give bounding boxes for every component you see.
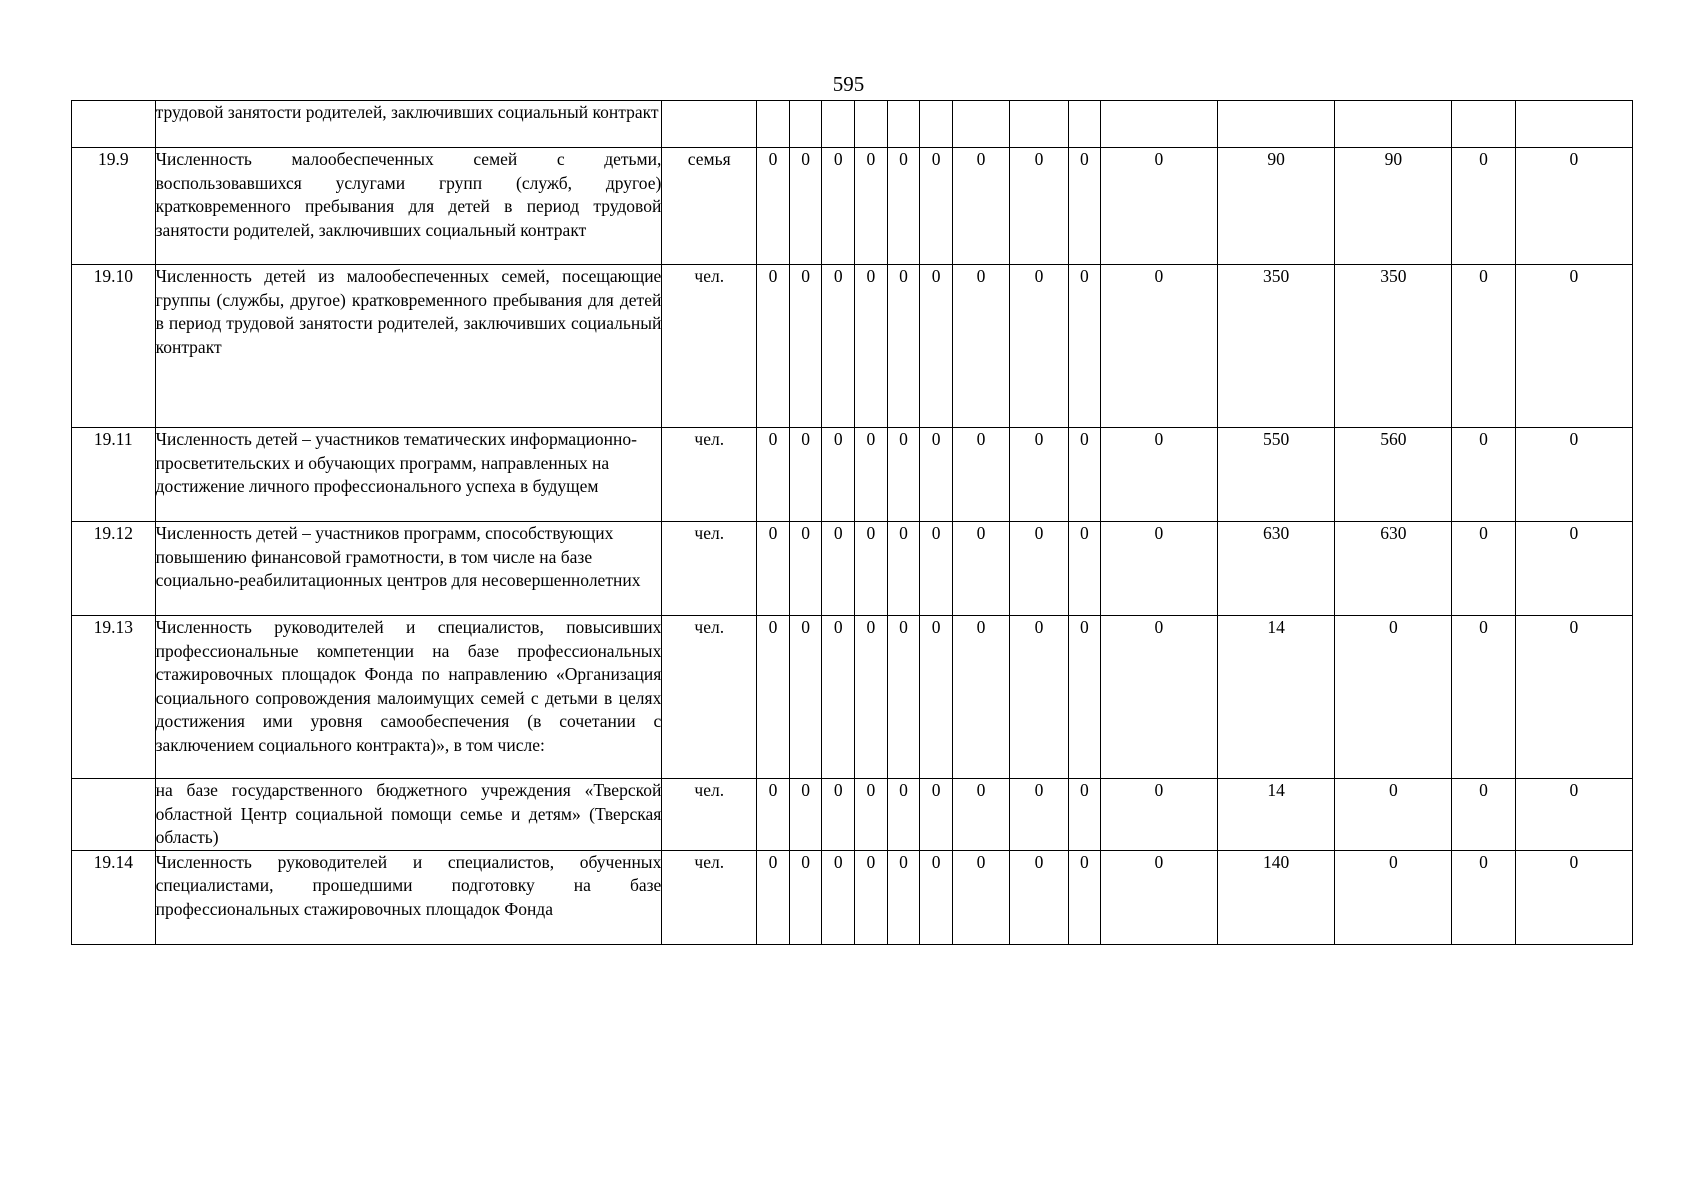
indicators-table bbox=[71, 100, 1633, 945]
value-cell: 0 bbox=[1069, 148, 1101, 265]
value-cell: 0 bbox=[887, 265, 920, 428]
value-cell: 0 bbox=[1100, 265, 1217, 428]
value-cell: 0 bbox=[887, 428, 920, 522]
value-cell: 350 bbox=[1217, 265, 1334, 428]
unit-cell bbox=[662, 101, 757, 148]
value-cell bbox=[1452, 101, 1515, 148]
table-row bbox=[72, 522, 1633, 616]
value-cell: 550 bbox=[1217, 428, 1334, 522]
unit-cell: чел. bbox=[662, 428, 757, 522]
value-cell: 0 bbox=[855, 265, 888, 428]
value-cell: 0 bbox=[1452, 850, 1515, 944]
value-cell: 0 bbox=[1009, 428, 1068, 522]
value-cell: 0 bbox=[1069, 616, 1101, 779]
value-cell: 0 bbox=[822, 616, 855, 779]
value-cell bbox=[757, 101, 790, 148]
value-cell: 0 bbox=[1100, 522, 1217, 616]
value-cell: 0 bbox=[920, 428, 953, 522]
row-number: 19.11 bbox=[72, 428, 156, 522]
value-cell: 0 bbox=[789, 265, 822, 428]
row-number bbox=[72, 101, 156, 148]
value-cell: 0 bbox=[1452, 265, 1515, 428]
indicator-name: Численность малообеспеченных семей с детьми, воспользовавшихся услугами групп (служб, другое) кратковременного пребывания для детей в период трудовой занятости родителей, заключивших социальный контракт bbox=[155, 148, 662, 265]
value-cell: 0 bbox=[1335, 850, 1452, 944]
value-cell: 14 bbox=[1217, 616, 1334, 779]
value-cell: 0 bbox=[920, 779, 953, 851]
table-row bbox=[72, 265, 1633, 428]
value-cell: 0 bbox=[1069, 265, 1101, 428]
final-value-cell: 0 bbox=[1515, 148, 1632, 265]
value-cell: 0 bbox=[757, 148, 790, 265]
value-cell: 630 bbox=[1335, 522, 1452, 616]
value-cell: 0 bbox=[1009, 850, 1068, 944]
value-cell: 0 bbox=[1069, 850, 1101, 944]
value-cell: 0 bbox=[887, 850, 920, 944]
unit-cell: чел. bbox=[662, 616, 757, 779]
value-cell: 0 bbox=[887, 522, 920, 616]
value-cell: 0 bbox=[1069, 779, 1101, 851]
value-cell: 0 bbox=[920, 850, 953, 944]
value-cell: 0 bbox=[1100, 850, 1217, 944]
value-cell: 0 bbox=[822, 779, 855, 851]
value-cell bbox=[822, 101, 855, 148]
value-cell: 0 bbox=[789, 616, 822, 779]
value-cell: 0 bbox=[1335, 616, 1452, 779]
value-cell: 0 bbox=[1009, 148, 1068, 265]
value-cell: 630 bbox=[1217, 522, 1334, 616]
value-cell: 0 bbox=[1100, 616, 1217, 779]
value-cell: 0 bbox=[855, 148, 888, 265]
value-cell: 0 bbox=[887, 148, 920, 265]
value-cell: 0 bbox=[1452, 522, 1515, 616]
value-cell bbox=[952, 101, 1009, 148]
value-cell bbox=[789, 101, 822, 148]
value-cell: 0 bbox=[887, 779, 920, 851]
value-cell: 0 bbox=[1009, 616, 1068, 779]
table-row bbox=[72, 101, 1633, 148]
table-row bbox=[72, 616, 1633, 779]
unit-cell: чел. bbox=[662, 779, 757, 851]
value-cell: 0 bbox=[855, 779, 888, 851]
value-cell: 0 bbox=[1100, 428, 1217, 522]
value-cell: 0 bbox=[822, 265, 855, 428]
value-cell bbox=[1009, 101, 1068, 148]
table-row bbox=[72, 428, 1633, 522]
value-cell bbox=[1217, 101, 1334, 148]
value-cell bbox=[1335, 101, 1452, 148]
row-number bbox=[72, 779, 156, 851]
indicator-name: на базе государственного бюджетного учреждения «Тверской областной Центр социальной помощи семье и детям» (Тверская область) bbox=[155, 779, 662, 851]
value-cell: 90 bbox=[1335, 148, 1452, 265]
row-number: 19.9 bbox=[72, 148, 156, 265]
value-cell: 560 bbox=[1335, 428, 1452, 522]
value-cell: 0 bbox=[952, 616, 1009, 779]
value-cell bbox=[1100, 101, 1217, 148]
value-cell: 0 bbox=[920, 616, 953, 779]
value-cell: 0 bbox=[952, 522, 1009, 616]
value-cell: 0 bbox=[1452, 779, 1515, 851]
value-cell: 0 bbox=[822, 850, 855, 944]
value-cell: 0 bbox=[757, 850, 790, 944]
row-number: 19.12 bbox=[72, 522, 156, 616]
value-cell: 0 bbox=[1100, 148, 1217, 265]
value-cell: 90 bbox=[1217, 148, 1334, 265]
value-cell: 0 bbox=[952, 850, 1009, 944]
unit-cell: чел. bbox=[662, 850, 757, 944]
value-cell: 0 bbox=[789, 148, 822, 265]
value-cell: 0 bbox=[1100, 779, 1217, 851]
indicator-name: Численность детей – участников тематических информационно-просветительских и обучающих программ, направленных на достижение личного профессионального успеха в будущем bbox=[155, 428, 662, 522]
value-cell: 0 bbox=[1009, 779, 1068, 851]
value-cell: 0 bbox=[789, 522, 822, 616]
value-cell: 0 bbox=[887, 616, 920, 779]
page-number: 595 bbox=[832, 72, 865, 96]
value-cell bbox=[855, 101, 888, 148]
indicator-name: Численность руководителей и специалистов, обученных специалистами, прошедшими подготовку на базе профессиональных стажировочных площадок Фонда bbox=[155, 850, 662, 944]
value-cell: 0 bbox=[1009, 522, 1068, 616]
unit-cell: чел. bbox=[662, 522, 757, 616]
value-cell: 140 bbox=[1217, 850, 1334, 944]
unit-cell: чел. bbox=[662, 265, 757, 428]
final-value-cell: 0 bbox=[1515, 616, 1632, 779]
value-cell: 0 bbox=[855, 428, 888, 522]
table-row bbox=[72, 850, 1633, 944]
value-cell: 0 bbox=[757, 265, 790, 428]
value-cell: 0 bbox=[1335, 779, 1452, 851]
value-cell: 0 bbox=[789, 850, 822, 944]
value-cell: 0 bbox=[1009, 265, 1068, 428]
value-cell: 0 bbox=[1452, 148, 1515, 265]
value-cell: 0 bbox=[1069, 428, 1101, 522]
value-cell: 0 bbox=[920, 148, 953, 265]
value-cell: 0 bbox=[789, 779, 822, 851]
indicator-name: Численность руководителей и специалистов, повысивших профессиональные компетенции на базе профессиональных стажировочных площадок Фонда по направлению «Организация социального сопровождения малоимущих семей с детьми в целях достижения ими уровня самообеспечения (в сочетании с заключением социального контракта)», в том числе: bbox=[155, 616, 662, 779]
value-cell bbox=[1069, 101, 1101, 148]
unit-cell: семья bbox=[662, 148, 757, 265]
indicator-name: Численность детей из малообеспеченных семей, посещающие группы (службы, другое) кратковременного пребывания для детей в период трудовой занятости родителей, заключивших социальный контракт bbox=[155, 265, 662, 428]
final-value-cell: 0 bbox=[1515, 779, 1632, 851]
row-number: 19.14 bbox=[72, 850, 156, 944]
value-cell: 0 bbox=[952, 148, 1009, 265]
value-cell: 0 bbox=[757, 522, 790, 616]
value-cell: 0 bbox=[855, 522, 888, 616]
value-cell: 0 bbox=[757, 616, 790, 779]
final-value-cell: 0 bbox=[1515, 265, 1632, 428]
final-value-cell: 0 bbox=[1515, 428, 1632, 522]
value-cell: 0 bbox=[952, 428, 1009, 522]
value-cell: 0 bbox=[920, 522, 953, 616]
value-cell: 0 bbox=[789, 428, 822, 522]
value-cell: 0 bbox=[855, 616, 888, 779]
value-cell: 0 bbox=[757, 428, 790, 522]
value-cell: 0 bbox=[822, 522, 855, 616]
final-value-cell bbox=[1515, 101, 1632, 148]
value-cell: 0 bbox=[822, 428, 855, 522]
table-row bbox=[72, 779, 1633, 851]
value-cell: 350 bbox=[1335, 265, 1452, 428]
value-cell: 0 bbox=[855, 850, 888, 944]
value-cell: 0 bbox=[920, 265, 953, 428]
value-cell: 14 bbox=[1217, 779, 1334, 851]
value-cell: 0 bbox=[1452, 428, 1515, 522]
indicator-name: Численность детей – участников программ, способствующих повышению финансовой грамотности, в том числе на базе социально-реабилитационных центров для несовершеннолетних bbox=[155, 522, 662, 616]
final-value-cell: 0 bbox=[1515, 522, 1632, 616]
indicator-name: трудовой занятости родителей, заключивших социальный контракт bbox=[155, 101, 662, 148]
row-number: 19.10 bbox=[72, 265, 156, 428]
value-cell bbox=[920, 101, 953, 148]
row-number: 19.13 bbox=[72, 616, 156, 779]
table-row bbox=[72, 148, 1633, 265]
value-cell: 0 bbox=[952, 779, 1009, 851]
value-cell: 0 bbox=[757, 779, 790, 851]
value-cell: 0 bbox=[1069, 522, 1101, 616]
value-cell: 0 bbox=[822, 148, 855, 265]
value-cell: 0 bbox=[952, 265, 1009, 428]
final-value-cell: 0 bbox=[1515, 850, 1632, 944]
value-cell bbox=[887, 101, 920, 148]
value-cell: 0 bbox=[1452, 616, 1515, 779]
